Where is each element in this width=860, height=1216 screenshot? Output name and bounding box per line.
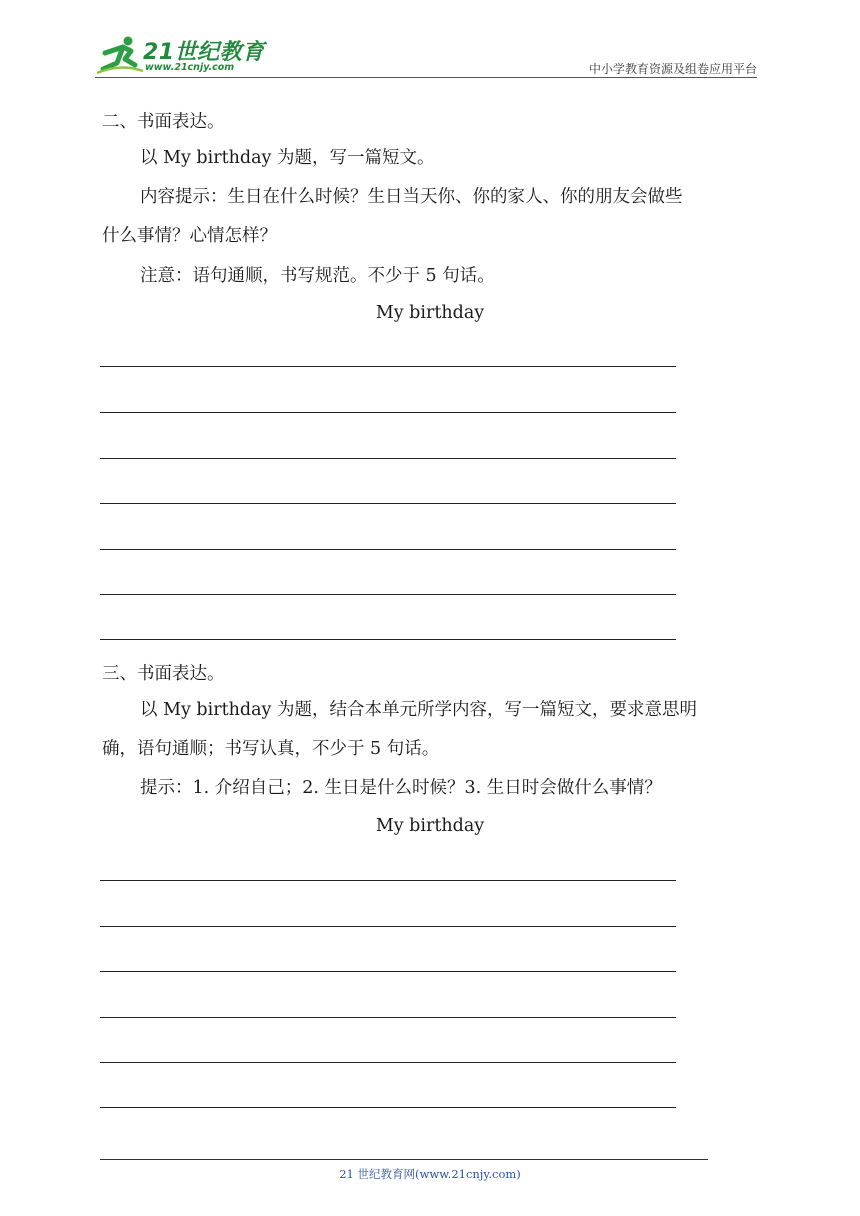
answer-line[interactable] bbox=[100, 366, 676, 367]
section2-task: 以 My birthday 为题，写一篇短文。 bbox=[140, 148, 435, 168]
header-divider bbox=[95, 77, 757, 78]
footer-divider bbox=[100, 1159, 708, 1160]
section3-heading: 三、书面表达。 bbox=[102, 664, 225, 684]
section3-hint: 提示：1. 介绍自己；2. 生日是什么时候？3. 生日时会做什么事情？ bbox=[140, 778, 662, 798]
section2-heading: 二、书面表达。 bbox=[102, 112, 225, 132]
runner-logo-icon bbox=[95, 33, 145, 77]
answer-line[interactable] bbox=[100, 549, 676, 550]
logo-text: 21世纪教育 bbox=[143, 40, 265, 65]
section2-note: 注意：语句通顺，书写规范。不少于 5 句话。 bbox=[140, 266, 495, 286]
answer-line[interactable] bbox=[100, 412, 676, 413]
logo-url: www.21cnjy.com bbox=[145, 62, 235, 73]
answer-line[interactable] bbox=[100, 503, 676, 504]
section3-task-line2: 确，语句通顺；书写认真，不少于 5 句话。 bbox=[102, 739, 440, 759]
section2-hint-line1: 内容提示：生日在什么时候？生日当天你、你的家人、你的朋友会做些 bbox=[140, 187, 683, 207]
answer-line[interactable] bbox=[100, 1107, 676, 1108]
answer-line[interactable] bbox=[100, 1017, 676, 1018]
answer-line[interactable] bbox=[100, 880, 676, 881]
footer-text: 21 世纪教育网(www.21cnjy.com) bbox=[339, 1167, 521, 1181]
answer-line[interactable] bbox=[100, 594, 676, 595]
site-logo bbox=[95, 33, 265, 77]
section2-hint-line2: 什么事情？心情怎样？ bbox=[102, 226, 277, 246]
answer-line[interactable] bbox=[100, 458, 676, 459]
header-platform-text: 中小学教育资源及组卷应用平台 bbox=[588, 62, 757, 76]
page-header bbox=[95, 33, 757, 77]
section3-task-line1: 以 My birthday 为题，结合本单元所学内容，写一篇短文，要求意思明 bbox=[140, 700, 697, 720]
answer-line[interactable] bbox=[100, 1062, 676, 1063]
answer-line[interactable] bbox=[100, 926, 676, 927]
section2-title: My birthday bbox=[375, 303, 485, 323]
answer-line[interactable] bbox=[100, 639, 676, 640]
answer-line[interactable] bbox=[100, 971, 676, 972]
section3-title: My birthday bbox=[375, 816, 485, 836]
